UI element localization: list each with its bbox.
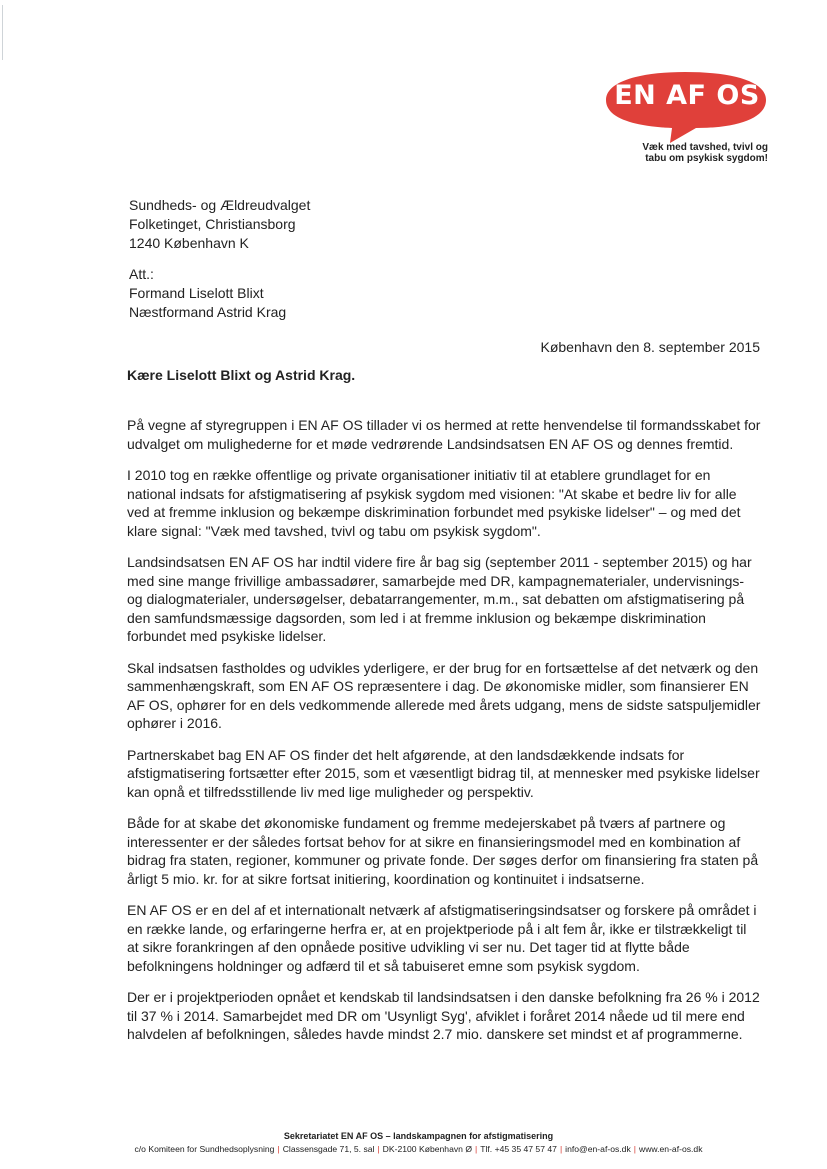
paragraph [127,814,767,888]
text-line: den samfundsmæssige dagsorden, som led i at fremme inklusion og bekæmpe diskrimination [127,609,706,626]
scan-edge [2,5,3,60]
en-af-os-logo [600,68,770,168]
recipient-line-2: Folketinget, Christiansborg [129,216,296,232]
paragraph [127,553,767,646]
text-line: AF OS, ophører for en dels vedkommende allerede med årets udgang, mens de sidste satspuljemidler [127,696,761,713]
logo-wordmark: EN AF OS [614,80,760,111]
paragraph [127,466,767,540]
text-line: ved at fremme inklusion og bekæmpe diskrimination forbundet med psykiske lidelser" – og med det [127,504,741,520]
footer-email-link[interactable]: info@en-af-os.dk [565,1144,631,1154]
paragraph [127,988,767,1044]
attention-recipient-1: Formand Liselott Blixt [129,285,264,301]
text-line: udvalget om mulighederne for et møde vedrørende Landsindsatsen EN AF OS og dennes fremtid. [127,435,734,452]
footer-contact [10,1144,827,1154]
text-line: I 2010 tog en række offentlige og private organisationer initiativ til at etablere grundlaget for en [127,467,711,483]
footer-organisation: c/o Komiteen for Sundhedsoplysning [134,1144,275,1154]
footer-website-link[interactable]: www.en-af-os.dk [638,1144,703,1154]
text-line: Partnerskabet bag EN AF OS finder det helt afgørende, at den landsdækkende indsats for [127,746,685,763]
footer-separator: | [633,1144,636,1154]
text-line: Landsindsatsen EN AF OS har indtil videre fire år bag sig (september 2011 - september 2015) og har [127,554,752,570]
text-line: national indsats for afstigmatisering af psykisk sygdom med visionen: "At skabe et bedre liv for alle [127,485,737,502]
footer-street-address: Classensgade 71, 5. sal [282,1144,375,1154]
letter-date: København den 8. september 2015 [540,339,760,355]
text-line: en række lande, og erfaringerne herfra er, at en projektperiode på i alt fem år, ikke er tilstrækkeligt til [127,920,747,937]
text-line: Både for at skabe det økonomiske fundament og fremme medejerskabet på tværs af partnere og [127,815,726,831]
text-line: afstigmatisering fortsætter efter 2015, som et væsentligt bidrag til, at mennesker med psykiske lidelser [127,765,760,781]
footer-title: Sekretariatet EN AF OS – landskampagnen for afstigmatisering [283,1131,554,1141]
paragraph [127,901,767,975]
text-line: Der er i projektperioden opnået et kendskab til landsindsatsen i den danske befolkning fra 26 % i 2012 [127,989,760,1005]
text-line: til 37 % i 2014. Samarbejdet med DR om 'Usynligt Syg', afviklet i foråret 2014 nåede ud til mere end [127,1007,745,1024]
text-line: årligt 5 mio. kr. for at sikre fortsat initiering, koordination og kontinuitet i indsatserne. [127,870,645,887]
text-line: med sine mange frivillige ambassadører, samarbejde med DR, kampagnematerialer, undervisnings- [127,572,745,589]
letter-footer [0,1131,827,1154]
attention-recipient-2: Næstformand Astrid Krag [129,304,287,320]
text-line: ophører i 2016. [127,715,222,731]
footer-separator: | [475,1144,478,1154]
footer-separator: | [377,1144,380,1154]
paragraph [127,416,767,453]
text-line: På vegne af styregruppen i EN AF OS tillader vi os hermed at rette henvendelse til formandsskabet for [127,417,761,433]
paragraph [127,746,767,802]
text-line: og dialogmaterialer, undersøgelser, debatarrangementer, m.m., sat debatten om afstigmatisering på [127,591,745,607]
footer-phone: Tlf. +45 35 47 57 47 [480,1144,557,1154]
logo-tagline-line1: Væk med tavshed, tvivl og [642,142,768,153]
logo-tagline [600,142,768,164]
text-line: halvdelen af befolkningen, således havde mindst 2.7 mio. danskere set mindst et af programmerne. [127,1026,743,1042]
attention-label: Att.: [129,266,154,282]
text-line: forbundet med psykiske lidelser. [127,628,327,644]
paragraph [127,659,767,733]
footer-separator: | [559,1144,563,1154]
text-line: kan opnå et tilfredsstillende liv med lige muligheder og perspektiv. [127,783,534,800]
logo-tagline-line2: tabu om psykisk sygdom! [645,153,768,164]
text-line: EN AF OS er en del af et internationalt netværk af afstigmatiseringsindsatser og forskere på området i [127,902,757,918]
text-line: befolkningens holdninger og adfærd til et så tabuiseret emne som psykisk sygdom. [127,957,640,974]
recipient-address [129,196,310,322]
text-line: Skal indsatsen fastholdes og udvikles yderligere, er der brug for en fortsættelse af det netværk og den [127,659,759,676]
text-line: interessenter er der således fortsat behov for at sikre en finansieringsmodel med en kombination af [127,833,741,850]
text-line: at sikre forankringen af den opnåede positive udvikling vi ser nu. Det tager tid at flytte både [127,939,690,955]
footer-postal-city: DK-2100 København Ø [382,1144,473,1154]
text-line: sammenhængskraft, som EN AF OS repræsentere i dag. De økonomiske midler, som finansierer EN [127,678,749,694]
footer-separator: | [277,1144,280,1154]
text-line: bidrag fra staten, regioner, kommuner og private fonde. Der søges derfor om finansiering fra staten på [127,852,759,868]
text-line: klare signal: "Væk med tavshed, tvivl og tabu om psykisk sygdom". [127,522,541,539]
letter-body [127,416,767,1057]
recipient-line-1: Sundheds- og Ældreudvalget [129,197,311,213]
recipient-line-3: 1240 København K [129,235,249,251]
salutation: Kære Liselott Blixt og Astrid Krag. [127,367,356,383]
